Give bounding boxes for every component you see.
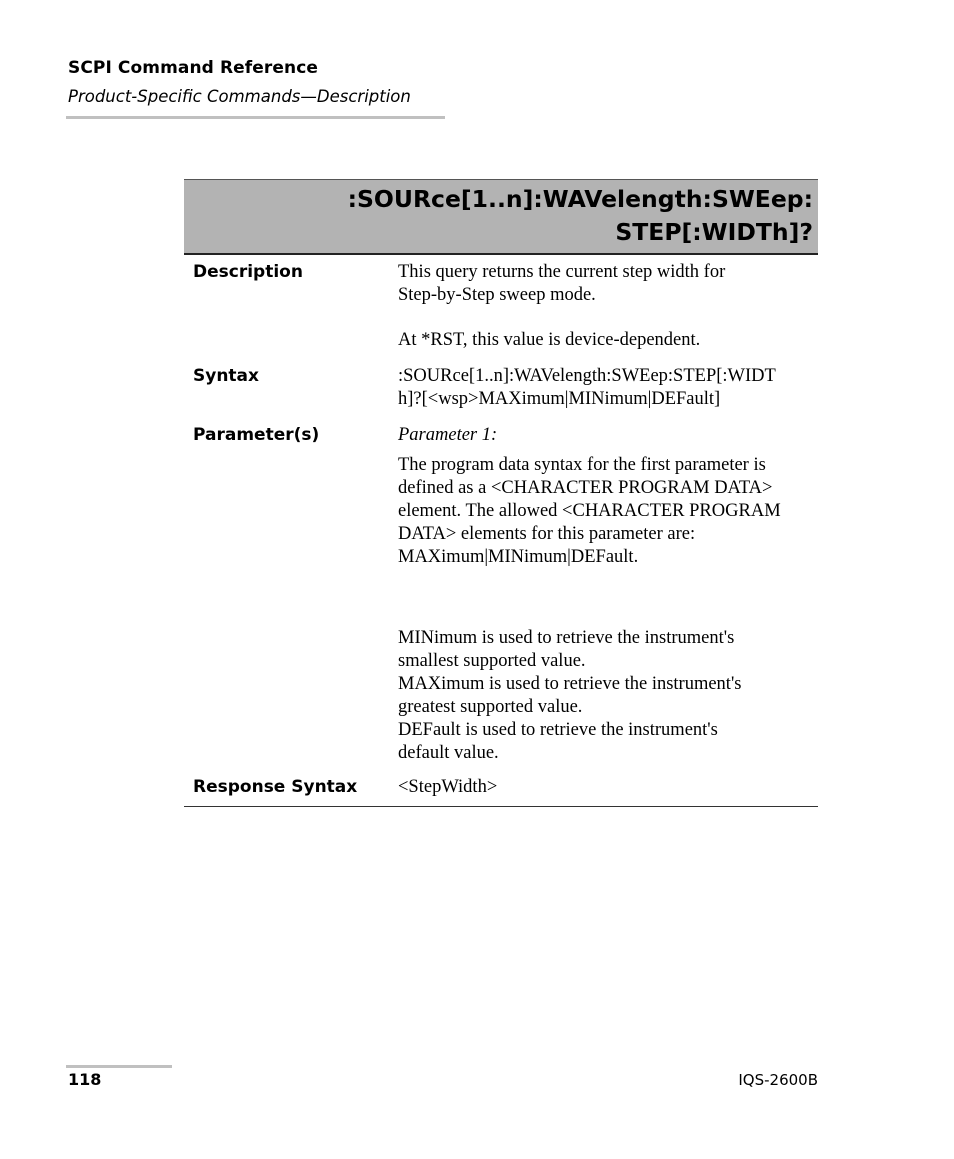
page-number: 118: [68, 1070, 102, 1089]
parameter-line: DEFault is used to retrieve the instrument's: [398, 720, 718, 740]
parameter-line: The program data syntax for the first parameter is: [398, 455, 766, 475]
command-title-box: [184, 179, 818, 255]
response-syntax-label: Response Syntax: [193, 777, 358, 797]
syntax-label: Syntax: [193, 366, 259, 386]
parameters-label: Parameter(s): [193, 425, 320, 445]
parameter-line: MAXimum|MINimum|DEFault.: [398, 547, 639, 567]
description-line: Step-by-Step sweep mode.: [398, 285, 596, 305]
description-label: Description: [193, 262, 303, 282]
parameters-text: [398, 424, 818, 765]
parameter-line: DATA> elements for this parameter are:: [398, 524, 696, 544]
response-syntax-text: [398, 776, 818, 799]
command-title-line-1: :SOURce[1..n]:WAVelength:SWEep:: [347, 185, 813, 213]
parameter-line: element. The allowed <CHARACTER PROGRAM: [398, 501, 781, 521]
syntax-line: :SOURce[1..n]:WAVelength:SWEep:STEP[:WIDT: [398, 366, 776, 386]
description-line: At *RST, this value is device-dependent.: [398, 330, 701, 350]
parameter-line: default value.: [398, 743, 499, 763]
product-model: IQS-2600B: [738, 1071, 818, 1089]
parameter-line: defined as a <CHARACTER PROGRAM DATA>: [398, 478, 773, 498]
syntax-line: h]?[<wsp>MAXimum|MINimum|DEFault]: [398, 389, 721, 409]
syntax-text: [398, 365, 818, 411]
parameter-line: MAXimum is used to retrieve the instrument's: [398, 674, 742, 694]
footer-divider: [66, 1065, 172, 1068]
description-text: [398, 261, 818, 352]
table-bottom-divider: [184, 806, 818, 807]
response-syntax-value: <StepWidth>: [398, 777, 498, 797]
parameter-line: MINimum is used to retrieve the instrument's: [398, 628, 735, 648]
section-subtitle: Product-Specific Commands—Description: [68, 87, 411, 106]
parameter-heading: Parameter 1:: [398, 425, 498, 445]
command-title-line-2: STEP[:WIDTh]?: [615, 218, 813, 246]
description-line: This query returns the current step width for: [398, 262, 726, 282]
parameter-line: smallest supported value.: [398, 651, 586, 671]
section-title: SCPI Command Reference: [68, 58, 319, 78]
parameter-line: greatest supported value.: [398, 697, 583, 717]
header-divider: [66, 116, 445, 119]
